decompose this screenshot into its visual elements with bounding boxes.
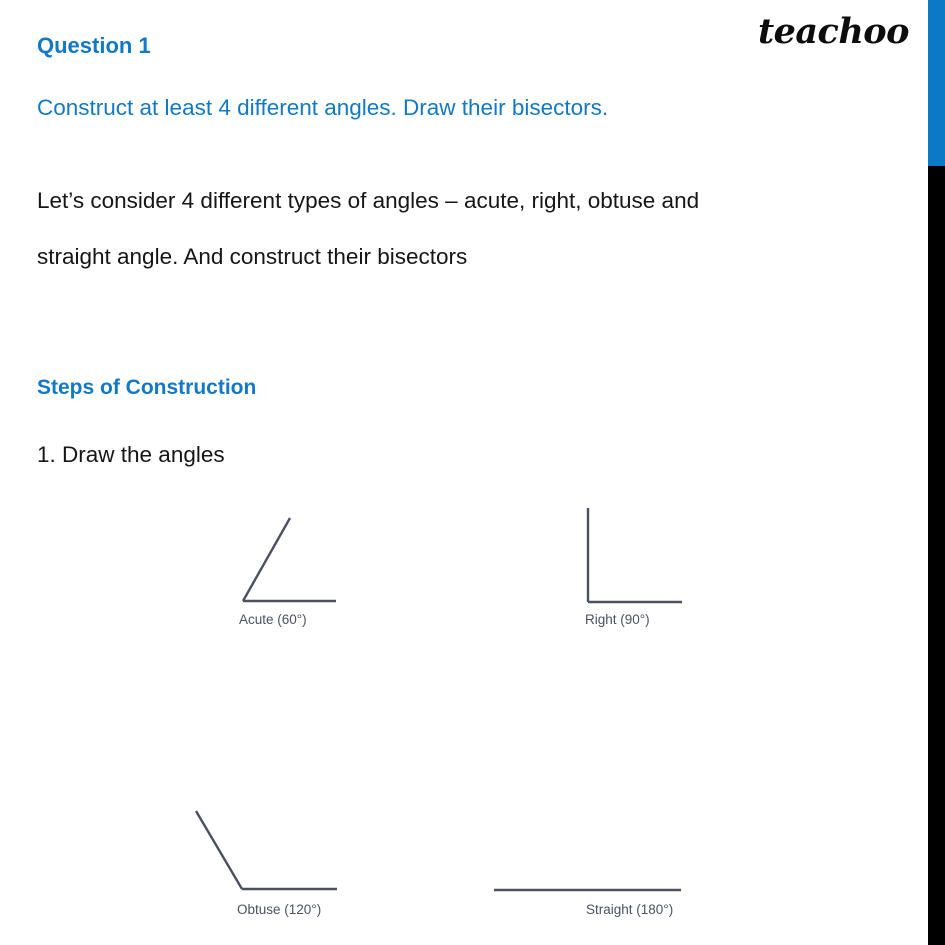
question-prompt: Construct at least 4 different angles. Draw their bisectors. bbox=[37, 95, 609, 120]
straight-angle-label: Straight (180°) bbox=[586, 902, 674, 917]
obtuse-angle-label: Obtuse (120°) bbox=[237, 902, 322, 917]
right-edge-black-bar bbox=[928, 166, 945, 945]
teachoo-logo: teachoo bbox=[757, 11, 909, 52]
body-paragraph-line-1: Let’s consider 4 different types of angles – acute, right, obtuse and bbox=[37, 188, 700, 213]
right-angle-label: Right (90°) bbox=[585, 612, 650, 627]
obtuse-angle-figure bbox=[196, 811, 337, 889]
acute-angle-figure bbox=[243, 518, 336, 601]
step-1-text: 1. Draw the angles bbox=[37, 442, 225, 467]
right-edge-blue-bar bbox=[928, 0, 945, 166]
steps-of-construction-heading: Steps of Construction bbox=[37, 376, 257, 399]
obtuse-ray-b bbox=[196, 811, 242, 889]
body-paragraph-line-2: straight angle. And construct their bisectors bbox=[37, 244, 468, 269]
question-title: Question 1 bbox=[37, 33, 151, 58]
right-angle-figure bbox=[588, 508, 682, 602]
acute-ray-b bbox=[243, 518, 290, 601]
acute-angle-label: Acute (60°) bbox=[239, 612, 307, 627]
